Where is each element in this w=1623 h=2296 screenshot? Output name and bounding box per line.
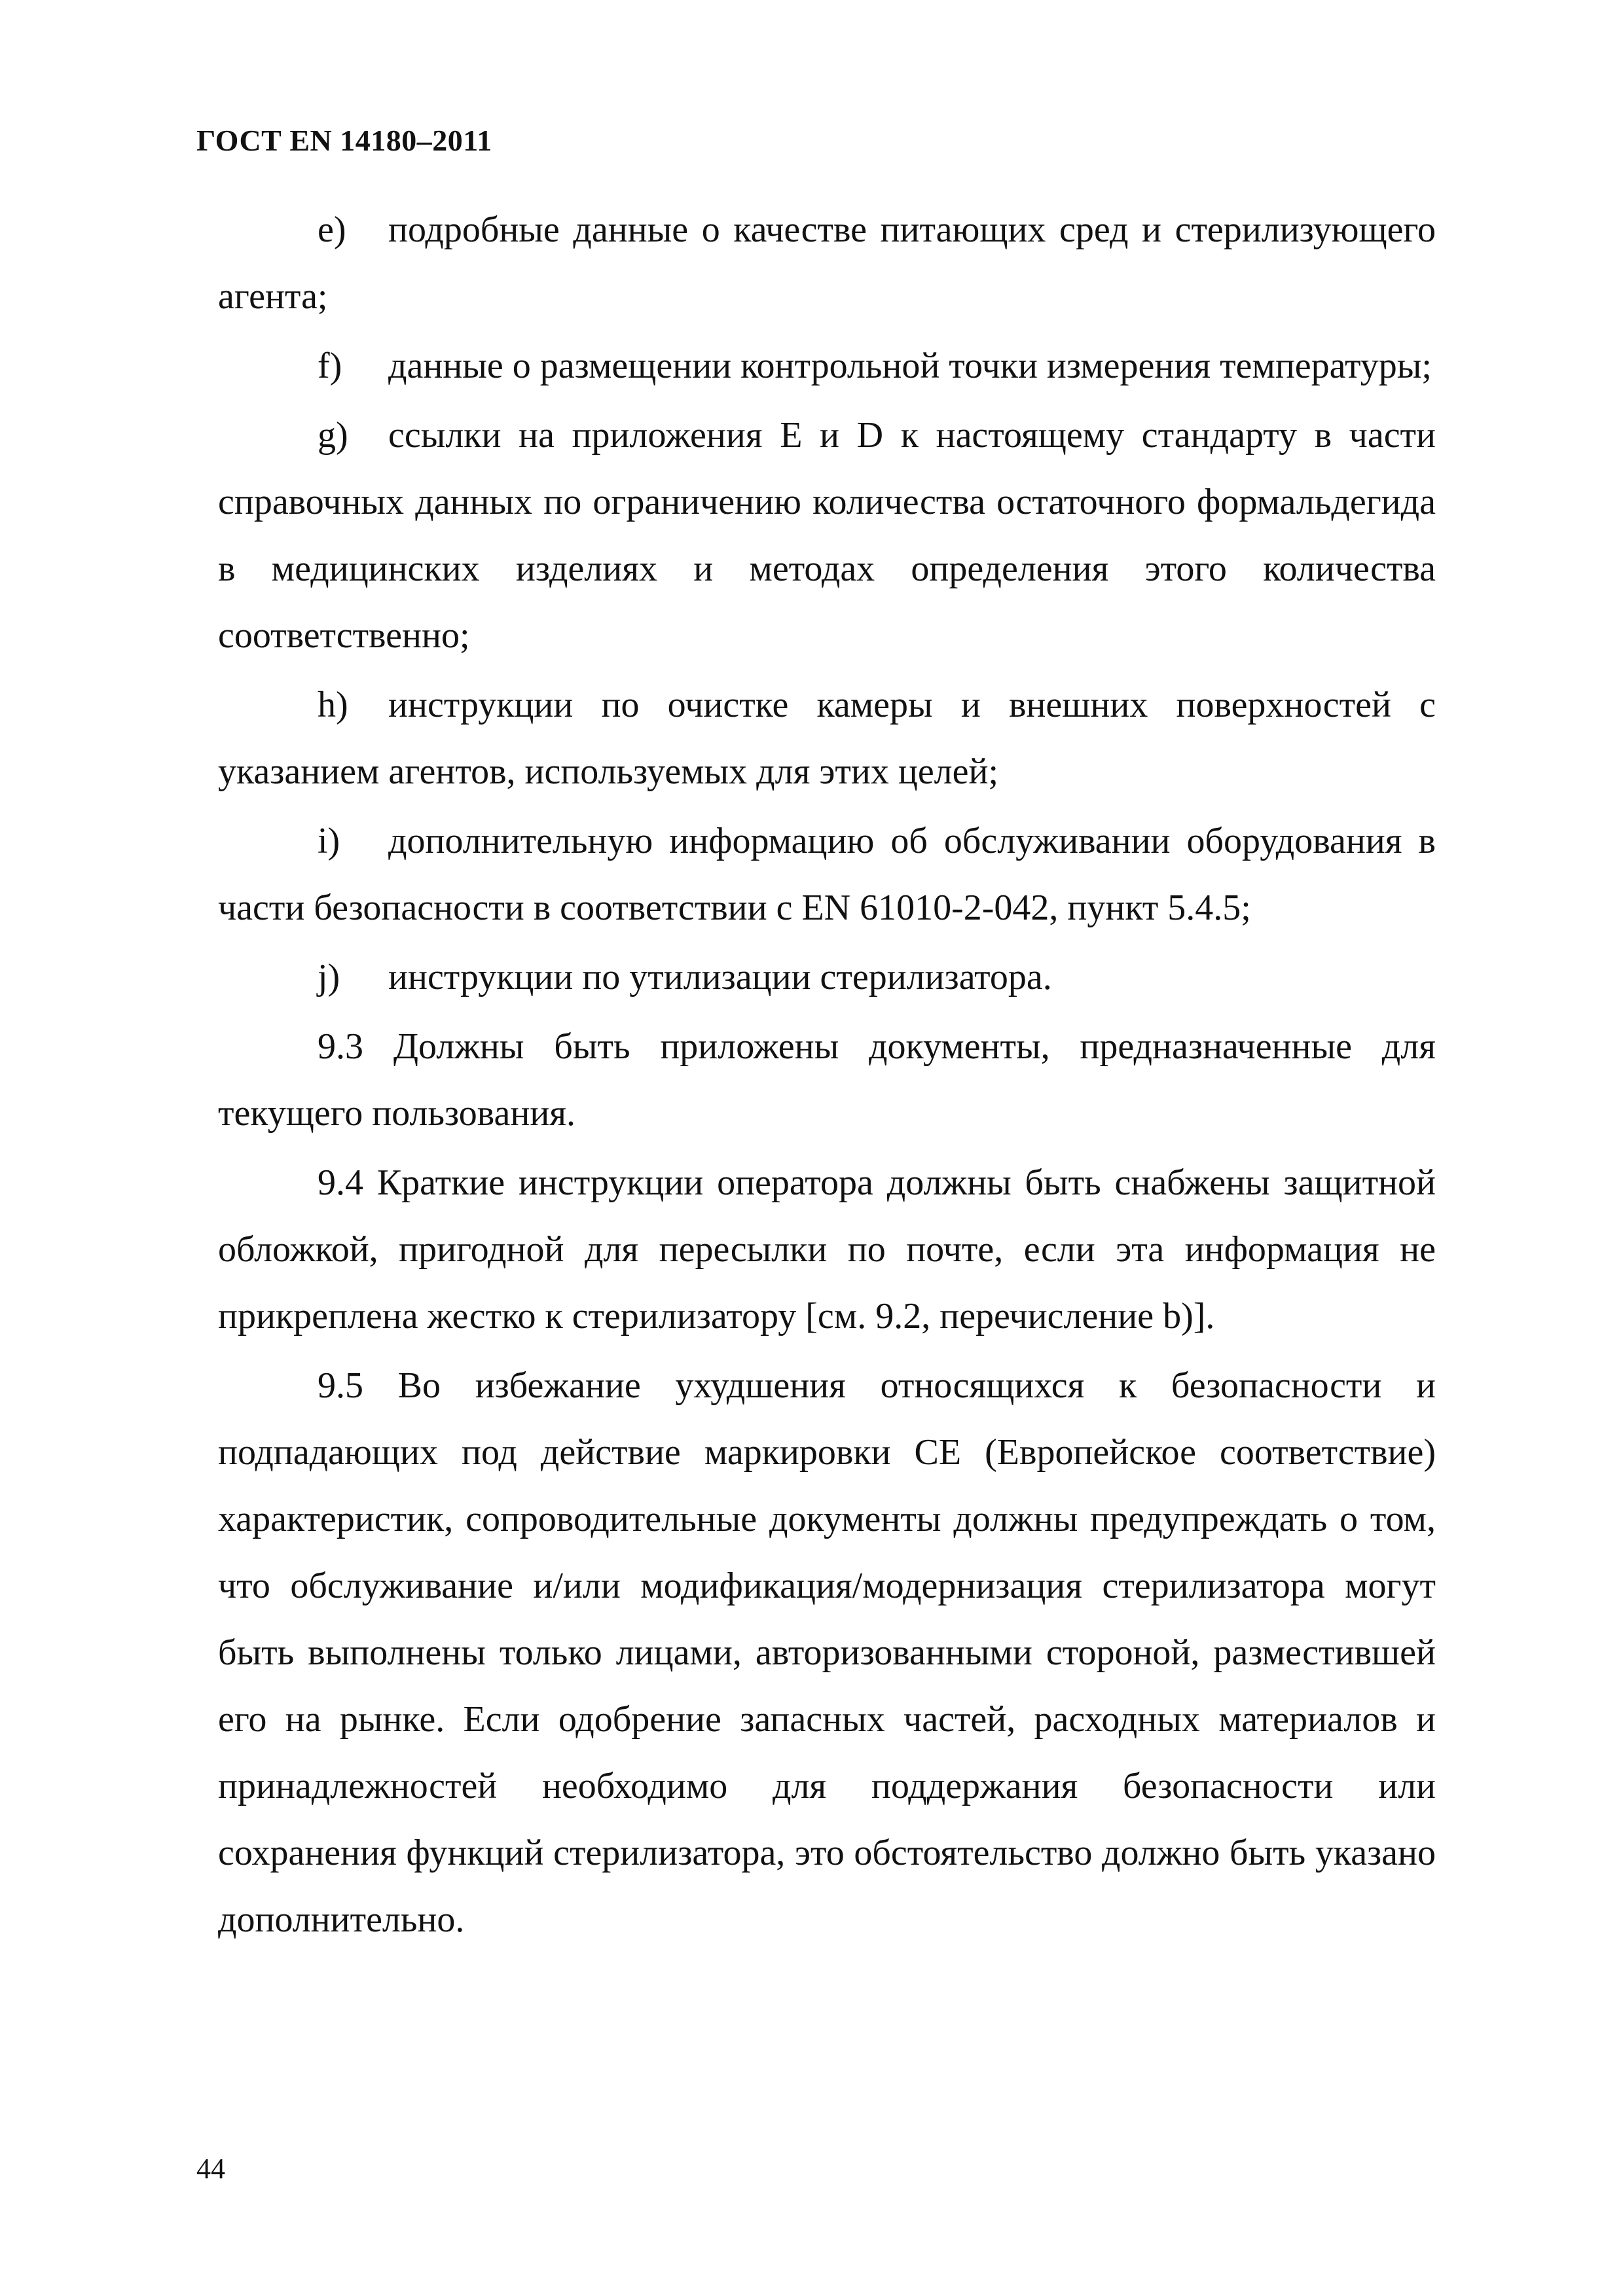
list-item-i bbox=[218, 808, 1436, 941]
list-item-text: ссылки на приложения E и D к настоящему стандарту в части справочных данных по ограничению количества остаточного формальдегида в медицинских изделиях и методах определения этого количества соответственно; bbox=[218, 415, 1436, 656]
list-item-g bbox=[218, 402, 1436, 669]
list-marker: j) bbox=[318, 957, 340, 997]
list-marker: f) bbox=[318, 346, 342, 386]
list-item-e bbox=[218, 196, 1436, 330]
clause-9-5: 9.5 Во избежание ухудшения относящихся к безопасности и подпадающих под действие маркировки CE (Европейское соответствие) характеристик, сопроводительные документы должны предупреждать о том, что обслуживание и/или модификация/модернизация стерилизатора могут быть выполнены только лицами, авторизованными стороной, разместившей его на рынке. Если одобрение запасных частей, расходных материалов и принадлежностей необходимо для поддержания безопасности или сохранения функций стерилизатора, это обстоятельство должно быть указано дополнительно. bbox=[218, 1365, 1436, 1940]
list-item-j bbox=[218, 944, 1436, 1011]
list-item-text: дополнительную информацию об обслуживании оборудования в части безопасности в соответствии с EN 61010-2-042, пункт 5.4.5; bbox=[218, 821, 1436, 928]
list-item-text: инструкции по утилизации стерилизатора. bbox=[388, 957, 1052, 997]
list-marker: g) bbox=[318, 415, 348, 456]
list-item-text: инструкции по очистке камеры и внешних поверхностей с указанием агентов, используемых для этих целей; bbox=[218, 685, 1436, 792]
list-item-text: подробные данные о качестве питающих сред и стерилизующего агента; bbox=[218, 209, 1436, 317]
document-header: ГОСТ EN 14180–2011 bbox=[196, 124, 492, 157]
page-number: 44 bbox=[196, 2153, 225, 2185]
clause-9-4: 9.4 Краткие инструкции оператора должны быть снабжены защитной обложкой, пригодной для пересылки по почте, если эта информация не прикреплена жестко к стерилизатору [см. 9.2, перечисление b)]. bbox=[218, 1162, 1436, 1336]
list-item-text: данные о размещении контрольной точки измерения температуры; bbox=[388, 346, 1432, 386]
list-item-h bbox=[218, 672, 1436, 805]
list-marker: i) bbox=[318, 821, 340, 861]
list-item-f bbox=[218, 332, 1436, 399]
document-body bbox=[218, 196, 1436, 1956]
list-marker: e) bbox=[318, 209, 346, 250]
clause-9-3: 9.3 Должны быть приложены документы, предназначенные для текущего пользования. bbox=[218, 1026, 1436, 1134]
list-marker: h) bbox=[318, 685, 348, 725]
